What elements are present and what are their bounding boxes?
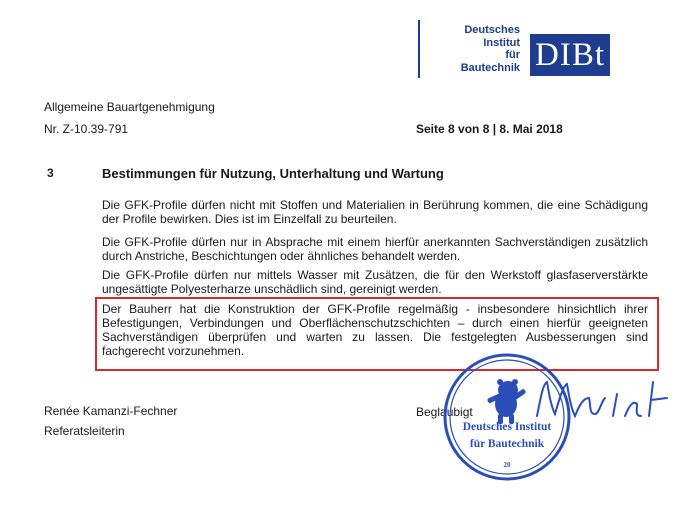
signatory-role: Referatsleiterin [44, 424, 125, 438]
institute-name-line-4: Bautechnik [460, 61, 520, 74]
bear-emblem-icon [487, 379, 527, 424]
document-number: Nr. Z-10.39-791 [44, 122, 129, 136]
section-title: Bestimmungen für Nutzung, Unterhaltung und Wartung [102, 166, 444, 181]
signatory-name: Renée Kamanzi-Fechner [44, 404, 178, 418]
certified-label: Beglaubigt [416, 405, 473, 419]
paragraph-maintenance: Der Bauherr hat die Konstruktion der GFK-Profile regelmäßig - insbesondere hinsichtlich ihrer Befestigungen, Verbindungen und Oberflächenschutzschichten – durch einen hierfür geeigneten Sachverständigen überprüfen und warten zu lassen. Die festgelegten Ausbesserungen sind fachgerecht vorzunehmen. [102, 302, 648, 358]
paragraph-coatings: Die GFK-Profile dürfen nur in Absprache mit einem hierfür anerkannten Sachverständigen zusätzlich durch Anstriche, Beschichtungen oder ähnliches behandelt werden. [102, 235, 648, 263]
section-number: 3 [47, 166, 54, 180]
handwritten-signature-icon [533, 376, 673, 426]
seal-text-line-2: für Bautechnik [469, 438, 545, 450]
page-info: Seite 8 von 8 | 8. Mai 2018 [416, 122, 563, 136]
seal-text-line-1: Deutsches Institut [462, 421, 552, 433]
logo-divider [418, 20, 420, 78]
paragraph-cleaning: Die GFK-Profile dürfen nur mittels Wasser mit Zusätzen, die für den Werkstoff glasfaserverstärkte ungesättigte Polyesterharze unschädlich sind, gereinigt werden. [102, 268, 648, 296]
paragraph-contact-materials: Die GFK-Profile dürfen nicht mit Stoffen und Materialien in Berührung kommen, die eine Schädigung der Profile bewirken. Dies ist im Einzelfall zu beurteilen. [102, 198, 648, 226]
seal-number: 20 [503, 461, 511, 469]
document-type: Allgemeine Bauartgenehmigung [44, 100, 215, 114]
highlight-box [95, 297, 659, 371]
institute-name-line-3: für [505, 49, 520, 61]
dibt-logo: DIBt [530, 34, 610, 76]
institute-name-line-1: Deutsches [464, 24, 520, 36]
institute-name [430, 24, 520, 74]
institute-name-line-2: Institut [483, 36, 520, 49]
